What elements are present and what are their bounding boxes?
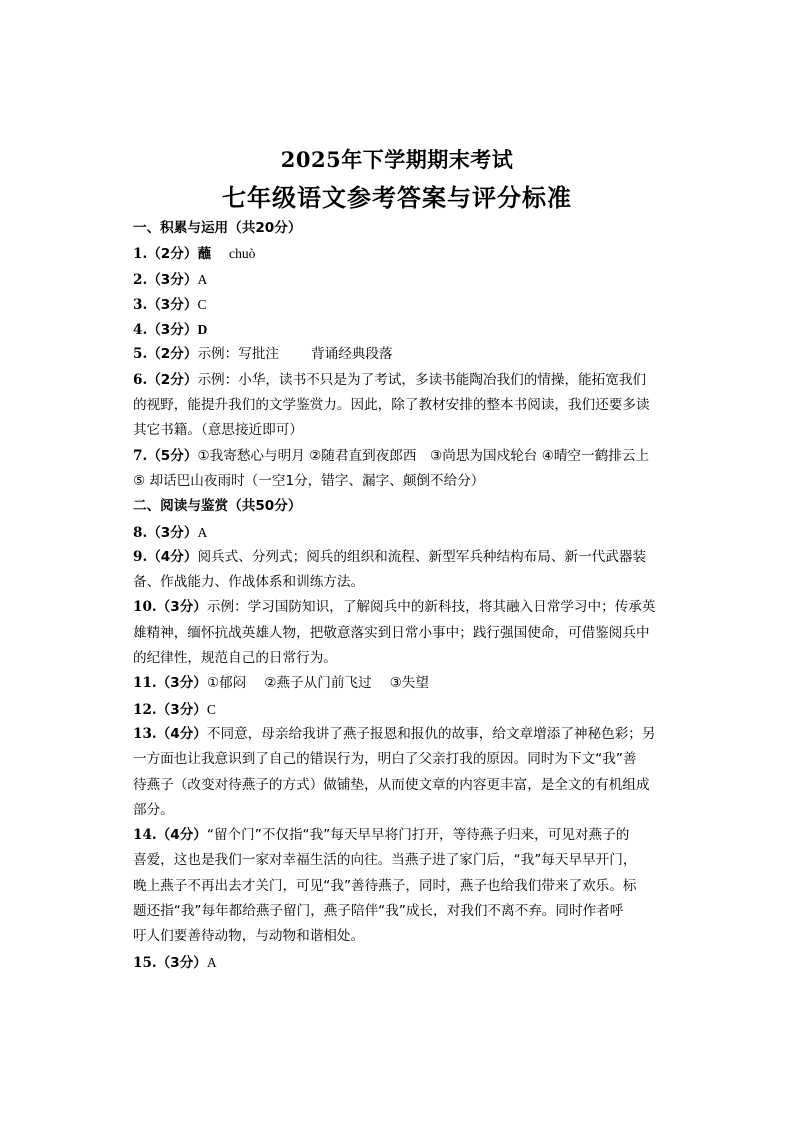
answer-item-6-cont: 其它书籍。（意思接近即可） (133, 422, 303, 439)
answer-item-7 (133, 444, 663, 469)
item-number: 15. (133, 954, 157, 971)
item-answer-line: 示例：小华，读书不只是为了考试，多读书能陶冶我们的情操，能拓宽我们 (197, 371, 647, 388)
item-answer-line: 阅兵式、分列式；阅兵的组织和流程、新型军兵种结构布局、新一代武器装 (197, 548, 647, 565)
item-answer: C (197, 296, 207, 312)
answer-item-8 (133, 520, 663, 545)
item-number: 4. (133, 322, 148, 339)
exam-subtitle: 七年级语文参考答案与评分标准 (222, 183, 572, 212)
item-score: （4分） (147, 548, 198, 565)
answer-item-13-cont: 一方面也让我意识到了自己的错误行为，明白了父亲打我的原因。同时为下文“我”善 (133, 751, 637, 768)
item-score: （2分） (147, 246, 198, 263)
answer-item-4 (133, 317, 663, 342)
item-number: 14. (133, 827, 157, 844)
item-score: （3分） (147, 296, 198, 313)
item-answer: A (206, 954, 217, 970)
item-number: 13. (133, 725, 157, 742)
item-number: 10. (133, 599, 157, 616)
answer-item-14-cont: 晚上燕子不再出去才关门，可见“我”善待燕子，同时，燕子也给我们带来了欢乐。标 (133, 877, 637, 894)
item-number: 1. (133, 246, 148, 263)
item-score: （3分） (147, 524, 198, 541)
item-answer-pinyin: chuò (229, 246, 256, 262)
section-heading-2: 二、阅读与鉴赏（共50分） (133, 498, 302, 515)
item-answer: D (197, 322, 208, 338)
answer-item-7-cont: ⑤ 却话巴山夜雨时（一空1分，错字、漏字、颠倒不给分） (133, 472, 485, 489)
answer-item-13 (133, 722, 663, 747)
item-score: （4分） (156, 827, 207, 844)
item-score: （3分） (156, 954, 207, 971)
item-answer: A (197, 271, 208, 287)
answer-item-12 (133, 697, 663, 722)
item-number: 6. (133, 371, 148, 388)
item-score: （2分） (147, 346, 198, 363)
answer-item-6-cont: 的视野，能提升我们的文学鉴赏力。因此，除了教材安排的整本书阅读，我们还要多读 (133, 397, 650, 414)
item-number: 2. (133, 271, 148, 288)
answer-item-14-cont: 吁人们要善待动物，与动物和谐相处。 (133, 928, 365, 945)
item-score: （3分） (156, 675, 207, 692)
item-answer-3: ③失望 (389, 675, 429, 692)
item-answer-2: 背诵经典段落 (311, 346, 393, 363)
item-answer-line: “留个门”不仅指“我”每天早早将门打开，等待燕子归来，可见对燕子的 (206, 827, 630, 844)
item-number: 7. (133, 447, 148, 464)
answer-body (133, 216, 663, 975)
exam-title: 2025年下学期期末考试 (280, 147, 514, 172)
item-answer-line: ①我寄愁心与明月 ②随君直到夜郎西 ③尚思为国戍轮台 ④晴空一鹤排云上 (197, 447, 650, 464)
answer-item-11 (133, 671, 663, 696)
item-number: 3. (133, 296, 148, 313)
answer-item-1 (133, 241, 663, 266)
answer-item-14 (133, 823, 663, 848)
answer-item-2 (133, 267, 663, 292)
answer-item-13-cont: 待燕子（改变对待燕子的方式）做铺垫，从而使文章的内容更丰富，是全文的有机组成 (133, 776, 650, 793)
answer-item-13-cont: 部分。 (133, 801, 174, 818)
item-number: 5. (133, 346, 148, 363)
item-score: （3分） (156, 701, 207, 718)
answer-item-3 (133, 292, 663, 317)
answer-item-5 (133, 342, 663, 367)
item-answer: ①郁闷 (206, 675, 247, 692)
answer-item-10 (133, 595, 663, 620)
answer-item-14-cont: 题还指“我”每年都给燕子留门，燕子陪伴“我”成长，对我们不离不弃。同时作者呼 (133, 903, 624, 920)
item-answer: 蘸 (197, 246, 212, 263)
item-answer-2: ②燕子从门前飞过 (264, 675, 372, 692)
item-answer-line: 示例：学习国防知识，了解阅兵中的新科技，将其融入日常学习中；传承英 (206, 599, 656, 616)
answer-item-15 (133, 950, 663, 975)
item-answer: C (206, 701, 216, 717)
answer-item-14-cont: 喜爱，这也是我们一家对幸福生活的向往。当燕子进了家门后，“我”每天早早开门， (133, 852, 637, 869)
item-number: 9. (133, 548, 148, 565)
item-score: （3分） (147, 322, 198, 339)
item-score: （5分） (147, 447, 198, 464)
item-score: （3分） (147, 271, 198, 288)
answer-item-6 (133, 368, 663, 393)
answer-item-9-cont: 备、作战能力、作战体系和训练方法。 (133, 574, 365, 591)
item-score: （2分） (147, 371, 198, 388)
answer-item-10-cont: 的纪律性，规范自己的日常行为。 (133, 650, 337, 667)
item-answer: 示例：写批注 (197, 346, 280, 363)
item-answer-line: 不同意，母亲给我讲了燕子报恩和报仇的故事，给文章增添了神秘色彩；另 (206, 725, 656, 742)
section-heading-1: 一、积累与运用（共20分） (133, 220, 302, 236)
answer-item-10-cont: 雄精神，缅怀抗战英雄人物，把敬意落实到日常小事中；践行强国使命，可借鉴阅兵中 (133, 624, 650, 641)
item-answer: A (197, 524, 208, 540)
item-number: 11. (133, 675, 157, 692)
answer-item-9 (133, 545, 663, 570)
item-number: 12. (133, 701, 157, 718)
item-score: （3分） (156, 599, 207, 616)
item-number: 8. (133, 524, 148, 541)
item-score: （4分） (156, 725, 207, 742)
